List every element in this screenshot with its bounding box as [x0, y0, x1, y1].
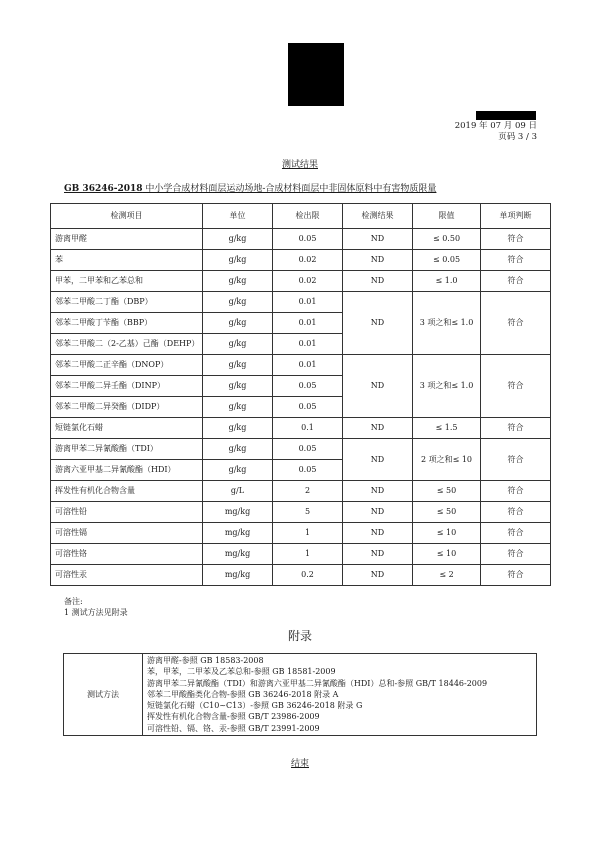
- cell-item: 甲苯，二甲苯和乙苯总和: [51, 271, 203, 292]
- method-item: 短链氯化石蜡（C10~C13）-参照 GB 36246-2018 附录 G: [147, 701, 363, 711]
- cell-unit: g/kg: [203, 355, 273, 376]
- cell-unit: g/kg: [203, 376, 273, 397]
- cell-judge: 符合: [481, 544, 551, 565]
- cell-item: 苯: [51, 250, 203, 271]
- table-row: [51, 481, 551, 502]
- methods-list: [143, 654, 537, 736]
- col-header-item: 检测项目: [51, 204, 203, 229]
- cell-unit: mg/kg: [203, 502, 273, 523]
- cell-unit: g/kg: [203, 397, 273, 418]
- cell-lod: 0.05: [273, 376, 343, 397]
- cell-limit: ≤ 10: [413, 523, 481, 544]
- section-title: 测试结果: [281, 160, 318, 170]
- cell-result: ND: [343, 292, 413, 355]
- cell-unit: g/kg: [203, 250, 273, 271]
- cell-item: 可溶性铅: [51, 502, 203, 523]
- cell-judge: 符合: [481, 250, 551, 271]
- cell-item: 邻苯二甲酸二异癸酯（DIDP）: [51, 397, 203, 418]
- cell-unit: g/kg: [203, 229, 273, 250]
- cell-unit: mg/kg: [203, 544, 273, 565]
- table-header-row: [51, 204, 551, 229]
- notes-title: 备注:: [64, 597, 83, 606]
- table-row: [51, 544, 551, 565]
- cell-result: ND: [343, 523, 413, 544]
- cell-unit: mg/kg: [203, 565, 273, 586]
- cell-lod: 0.02: [273, 271, 343, 292]
- cell-item: 挥发性有机化合物含量: [51, 481, 203, 502]
- cell-limit: ≤ 10: [413, 544, 481, 565]
- cell-lod: 1: [273, 523, 343, 544]
- cell-lod: 0.01: [273, 313, 343, 334]
- method-item: 挥发性有机化合物含量-参照 GB/T 23986-2009: [147, 712, 320, 722]
- table-row: [51, 439, 551, 460]
- redacted-text: [476, 111, 536, 120]
- cell-result: ND: [343, 544, 413, 565]
- cell-item: 邻苯二甲酸二正辛酯（DNOP）: [51, 355, 203, 376]
- cell-result: ND: [343, 502, 413, 523]
- cell-unit: g/L: [203, 481, 273, 502]
- cell-item: 邻苯二甲酸二（2-乙基）己酯（DEHP）: [51, 334, 203, 355]
- table-row: [51, 355, 551, 376]
- method-item: 可溶性铅、镉、铬、汞-参照 GB/T 23991-2009: [147, 723, 320, 733]
- notes-line: 1 测试方法见附录: [64, 608, 128, 617]
- cell-judge: 符合: [481, 292, 551, 355]
- standard-code: GB 36246-2018: [64, 184, 143, 194]
- table-row: [51, 565, 551, 586]
- cell-judge: 符合: [481, 565, 551, 586]
- table-row: [51, 502, 551, 523]
- cell-judge: 符合: [481, 229, 551, 250]
- cell-unit: g/kg: [203, 418, 273, 439]
- col-header-unit: 单位: [203, 204, 273, 229]
- cell-limit: ≤ 0.50: [413, 229, 481, 250]
- cell-lod: 2: [273, 481, 343, 502]
- cell-lod: 0.05: [273, 439, 343, 460]
- standard-title: [64, 181, 436, 194]
- cell-lod: 1: [273, 544, 343, 565]
- table-row: [51, 292, 551, 313]
- cell-judge: 符合: [481, 502, 551, 523]
- end-mark: 结束: [290, 759, 309, 769]
- cell-limit: 2 项之和≤ 10: [413, 439, 481, 481]
- cell-lod: 0.01: [273, 355, 343, 376]
- cell-lod: 0.1: [273, 418, 343, 439]
- cell-unit: mg/kg: [203, 523, 273, 544]
- methods-row: [64, 654, 537, 736]
- cell-limit: 3 项之和≤ 1.0: [413, 292, 481, 355]
- cell-unit: g/kg: [203, 271, 273, 292]
- cell-item: 邻苯二甲酸丁苄酯（BBP）: [51, 313, 203, 334]
- cell-item: 可溶性镉: [51, 523, 203, 544]
- table-row: [51, 271, 551, 292]
- redacted-logo: [288, 43, 344, 106]
- method-item: 邻苯二甲酸酯类化合物-参照 GB 36246-2018 附录 A: [147, 689, 339, 699]
- cell-result: ND: [343, 565, 413, 586]
- cell-judge: 符合: [481, 439, 551, 481]
- cell-unit: g/kg: [203, 439, 273, 460]
- cell-judge: 符合: [481, 271, 551, 292]
- cell-result: ND: [343, 250, 413, 271]
- cell-item: 可溶性汞: [51, 565, 203, 586]
- results-table: [50, 203, 551, 586]
- notes: [64, 596, 128, 618]
- cell-lod: 0.05: [273, 397, 343, 418]
- cell-limit: ≤ 50: [413, 481, 481, 502]
- cell-unit: g/kg: [203, 460, 273, 481]
- table-row: [51, 229, 551, 250]
- cell-limit: ≤ 1.5: [413, 418, 481, 439]
- col-header-judge: 单项判断: [481, 204, 551, 229]
- cell-result: ND: [343, 439, 413, 481]
- cell-judge: 符合: [481, 481, 551, 502]
- col-header-lod: 检出限: [273, 204, 343, 229]
- cell-lod: 0.02: [273, 250, 343, 271]
- cell-item: 可溶性铬: [51, 544, 203, 565]
- cell-lod: 0.2: [273, 565, 343, 586]
- cell-judge: 符合: [481, 523, 551, 544]
- col-header-result: 检测结果: [343, 204, 413, 229]
- cell-limit: ≤ 50: [413, 502, 481, 523]
- cell-item: 游离甲苯二异氰酸酯（TDI）: [51, 439, 203, 460]
- col-header-limit: 限值: [413, 204, 481, 229]
- standard-name: 中小学合成材料面层运动场地-合成材料面层中非固体原料中有害物质限量: [142, 184, 437, 194]
- table-row: [51, 418, 551, 439]
- cell-result: ND: [343, 229, 413, 250]
- cell-result: ND: [343, 418, 413, 439]
- appendix-title: 附录: [287, 629, 312, 643]
- cell-item: 游离六亚甲基二异氰酸酯（HDI）: [51, 460, 203, 481]
- cell-lod: 0.01: [273, 334, 343, 355]
- cell-limit: 3 项之和≤ 1.0: [413, 355, 481, 418]
- cell-result: ND: [343, 355, 413, 418]
- cell-item: 短链氯化石蜡: [51, 418, 203, 439]
- cell-item: 游离甲醛: [51, 229, 203, 250]
- method-item: 游离甲苯二异氰酸酯（TDI）和游离六亚甲基二异氰酸酯（HDI）总和-参照 GB/T 18446-2009: [147, 678, 488, 688]
- cell-judge: 符合: [481, 418, 551, 439]
- cell-result: ND: [343, 481, 413, 502]
- cell-unit: g/kg: [203, 292, 273, 313]
- method-item: 苯，甲苯，二甲苯及乙苯总和-参照 GB 18581-2009: [147, 667, 336, 677]
- table-row: [51, 523, 551, 544]
- method-item: 游离甲醛-参照 GB 18583-2008: [147, 656, 264, 665]
- cell-lod: 0.05: [273, 460, 343, 481]
- cell-limit: ≤ 2: [413, 565, 481, 586]
- cell-item: 邻苯二甲酸二丁酯（DBP）: [51, 292, 203, 313]
- cell-judge: 符合: [481, 355, 551, 418]
- page-number: 页码 3 / 3: [498, 132, 537, 142]
- cell-limit: ≤ 0.05: [413, 250, 481, 271]
- cell-lod: 5: [273, 502, 343, 523]
- cell-item: 邻苯二甲酸二异壬酯（DINP）: [51, 376, 203, 397]
- cell-unit: g/kg: [203, 313, 273, 334]
- cell-lod: 0.05: [273, 229, 343, 250]
- methods-table: [63, 653, 537, 736]
- table-row: [51, 250, 551, 271]
- cell-limit: ≤ 1.0: [413, 271, 481, 292]
- methods-label: 测试方法: [64, 654, 143, 736]
- cell-result: ND: [343, 271, 413, 292]
- report-date: 2019 年 07 月 09 日: [454, 121, 537, 131]
- cell-lod: 0.01: [273, 292, 343, 313]
- cell-unit: g/kg: [203, 334, 273, 355]
